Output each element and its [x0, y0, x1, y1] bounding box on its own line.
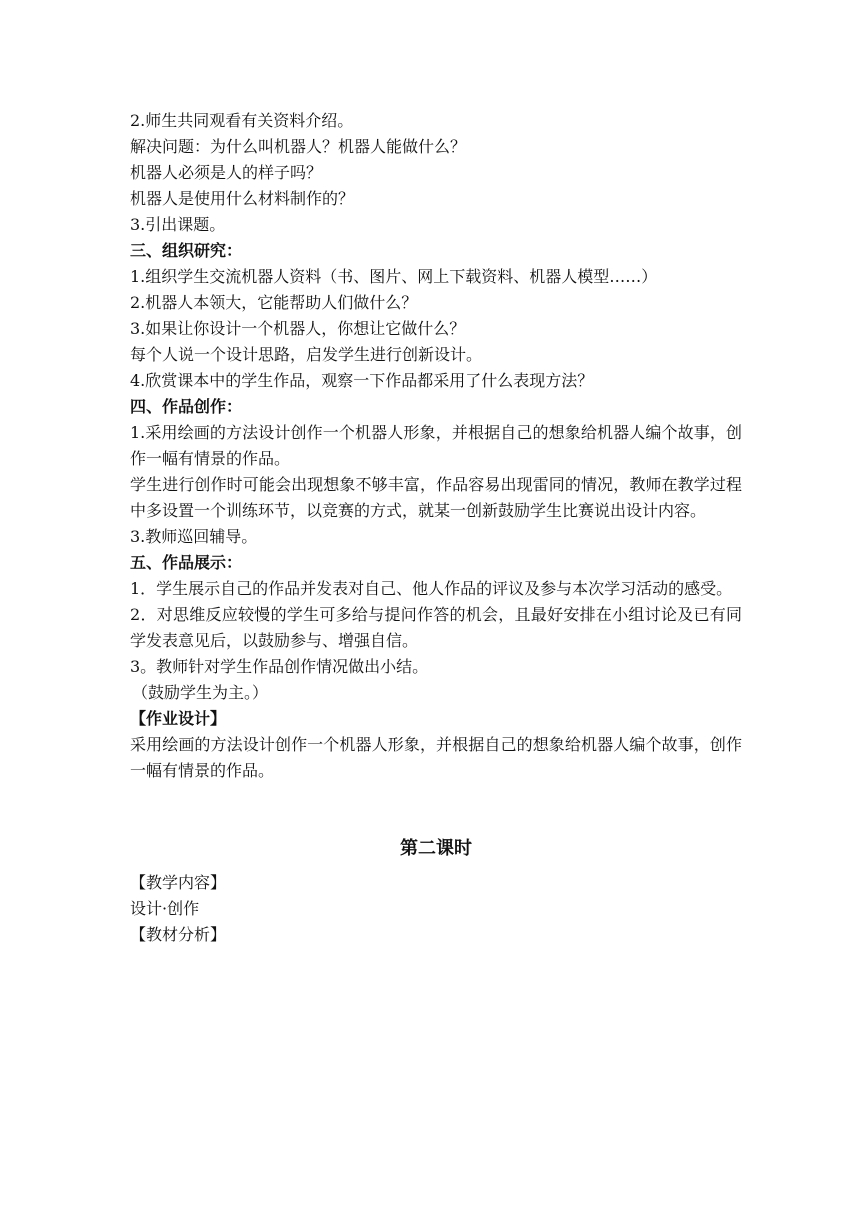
text-line: 解决问题：为什么叫机器人？机器人能做什么？ [130, 137, 467, 156]
text-line: 3.引出课题。 [130, 215, 226, 234]
create-step-1: 1.采用绘画的方法设计创作一个机器人形象，并根据自己的想象给机器人编个故事，创作一幅有情景的作品。 [130, 423, 742, 468]
spacer [130, 784, 742, 836]
section-heading-show: 五、作品展示： [130, 553, 243, 572]
section-heading: 三、组织研究： [130, 241, 243, 260]
section-heading: 四、作品创作： [130, 397, 243, 416]
text-line: 2.师生共同观看有关资料介绍。 [130, 111, 354, 130]
text-line: 4.欣赏课本中的学生作品，观察一下作品都采用了什么表现方法？ [130, 371, 594, 390]
text-line: 3.如果让你设计一个机器人，你想让它做什么？ [130, 319, 466, 338]
show-step-3: 3。教师针对学生作品创作情况做出小结。 [130, 657, 429, 676]
text-line: 每个人说一个设计思路，启发学生进行创新设计。 [130, 345, 483, 364]
document-body [130, 108, 742, 948]
create-note: 学生进行创作时可能会出现想象不够丰富，作品容易出现雷同的情况，教师在教学过程中多设置一个训练环节，以竞赛的方式，就某一创新鼓励学生比赛说出设计内容。 [130, 475, 742, 520]
text-line: 1.组织学生交流机器人资料（书、图片、网上下载资料、机器人模型……） [130, 267, 658, 286]
show-step-1: 1．学生展示自己的作品并发表对自己、他人作品的评议及参与本次学习活动的感受。 [130, 579, 733, 598]
homework-heading: 【作业设计】 [130, 709, 227, 728]
teaching-content-label: 【教学内容】 [130, 873, 227, 892]
create-step-3: 3.教师巡回辅导。 [130, 527, 258, 546]
material-analysis-label: 【教材分析】 [130, 925, 227, 944]
teaching-content-value: 设计·创作 [130, 899, 200, 918]
text-line: 机器人必须是人的样子吗？ [130, 163, 323, 182]
show-step-note: （鼓励学生为主。） [132, 683, 269, 702]
text-line: 机器人是使用什么材料制作的？ [130, 189, 355, 208]
lesson-title: 第二课时 [400, 838, 472, 859]
show-step-2: 2．对思维反应较慢的学生可多给与提问作答的机会，且最好安排在小组讨论及已有同学发表意见后，以鼓励参与、增强自信。 [130, 605, 742, 650]
homework-text: 采用绘画的方法设计创作一个机器人形象，并根据自己的想象给机器人编个故事，创作一幅有情景的作品。 [130, 735, 742, 780]
top-lines [130, 108, 742, 420]
text-line: 2.机器人本领大，它能帮助人们做什么？ [130, 293, 418, 312]
